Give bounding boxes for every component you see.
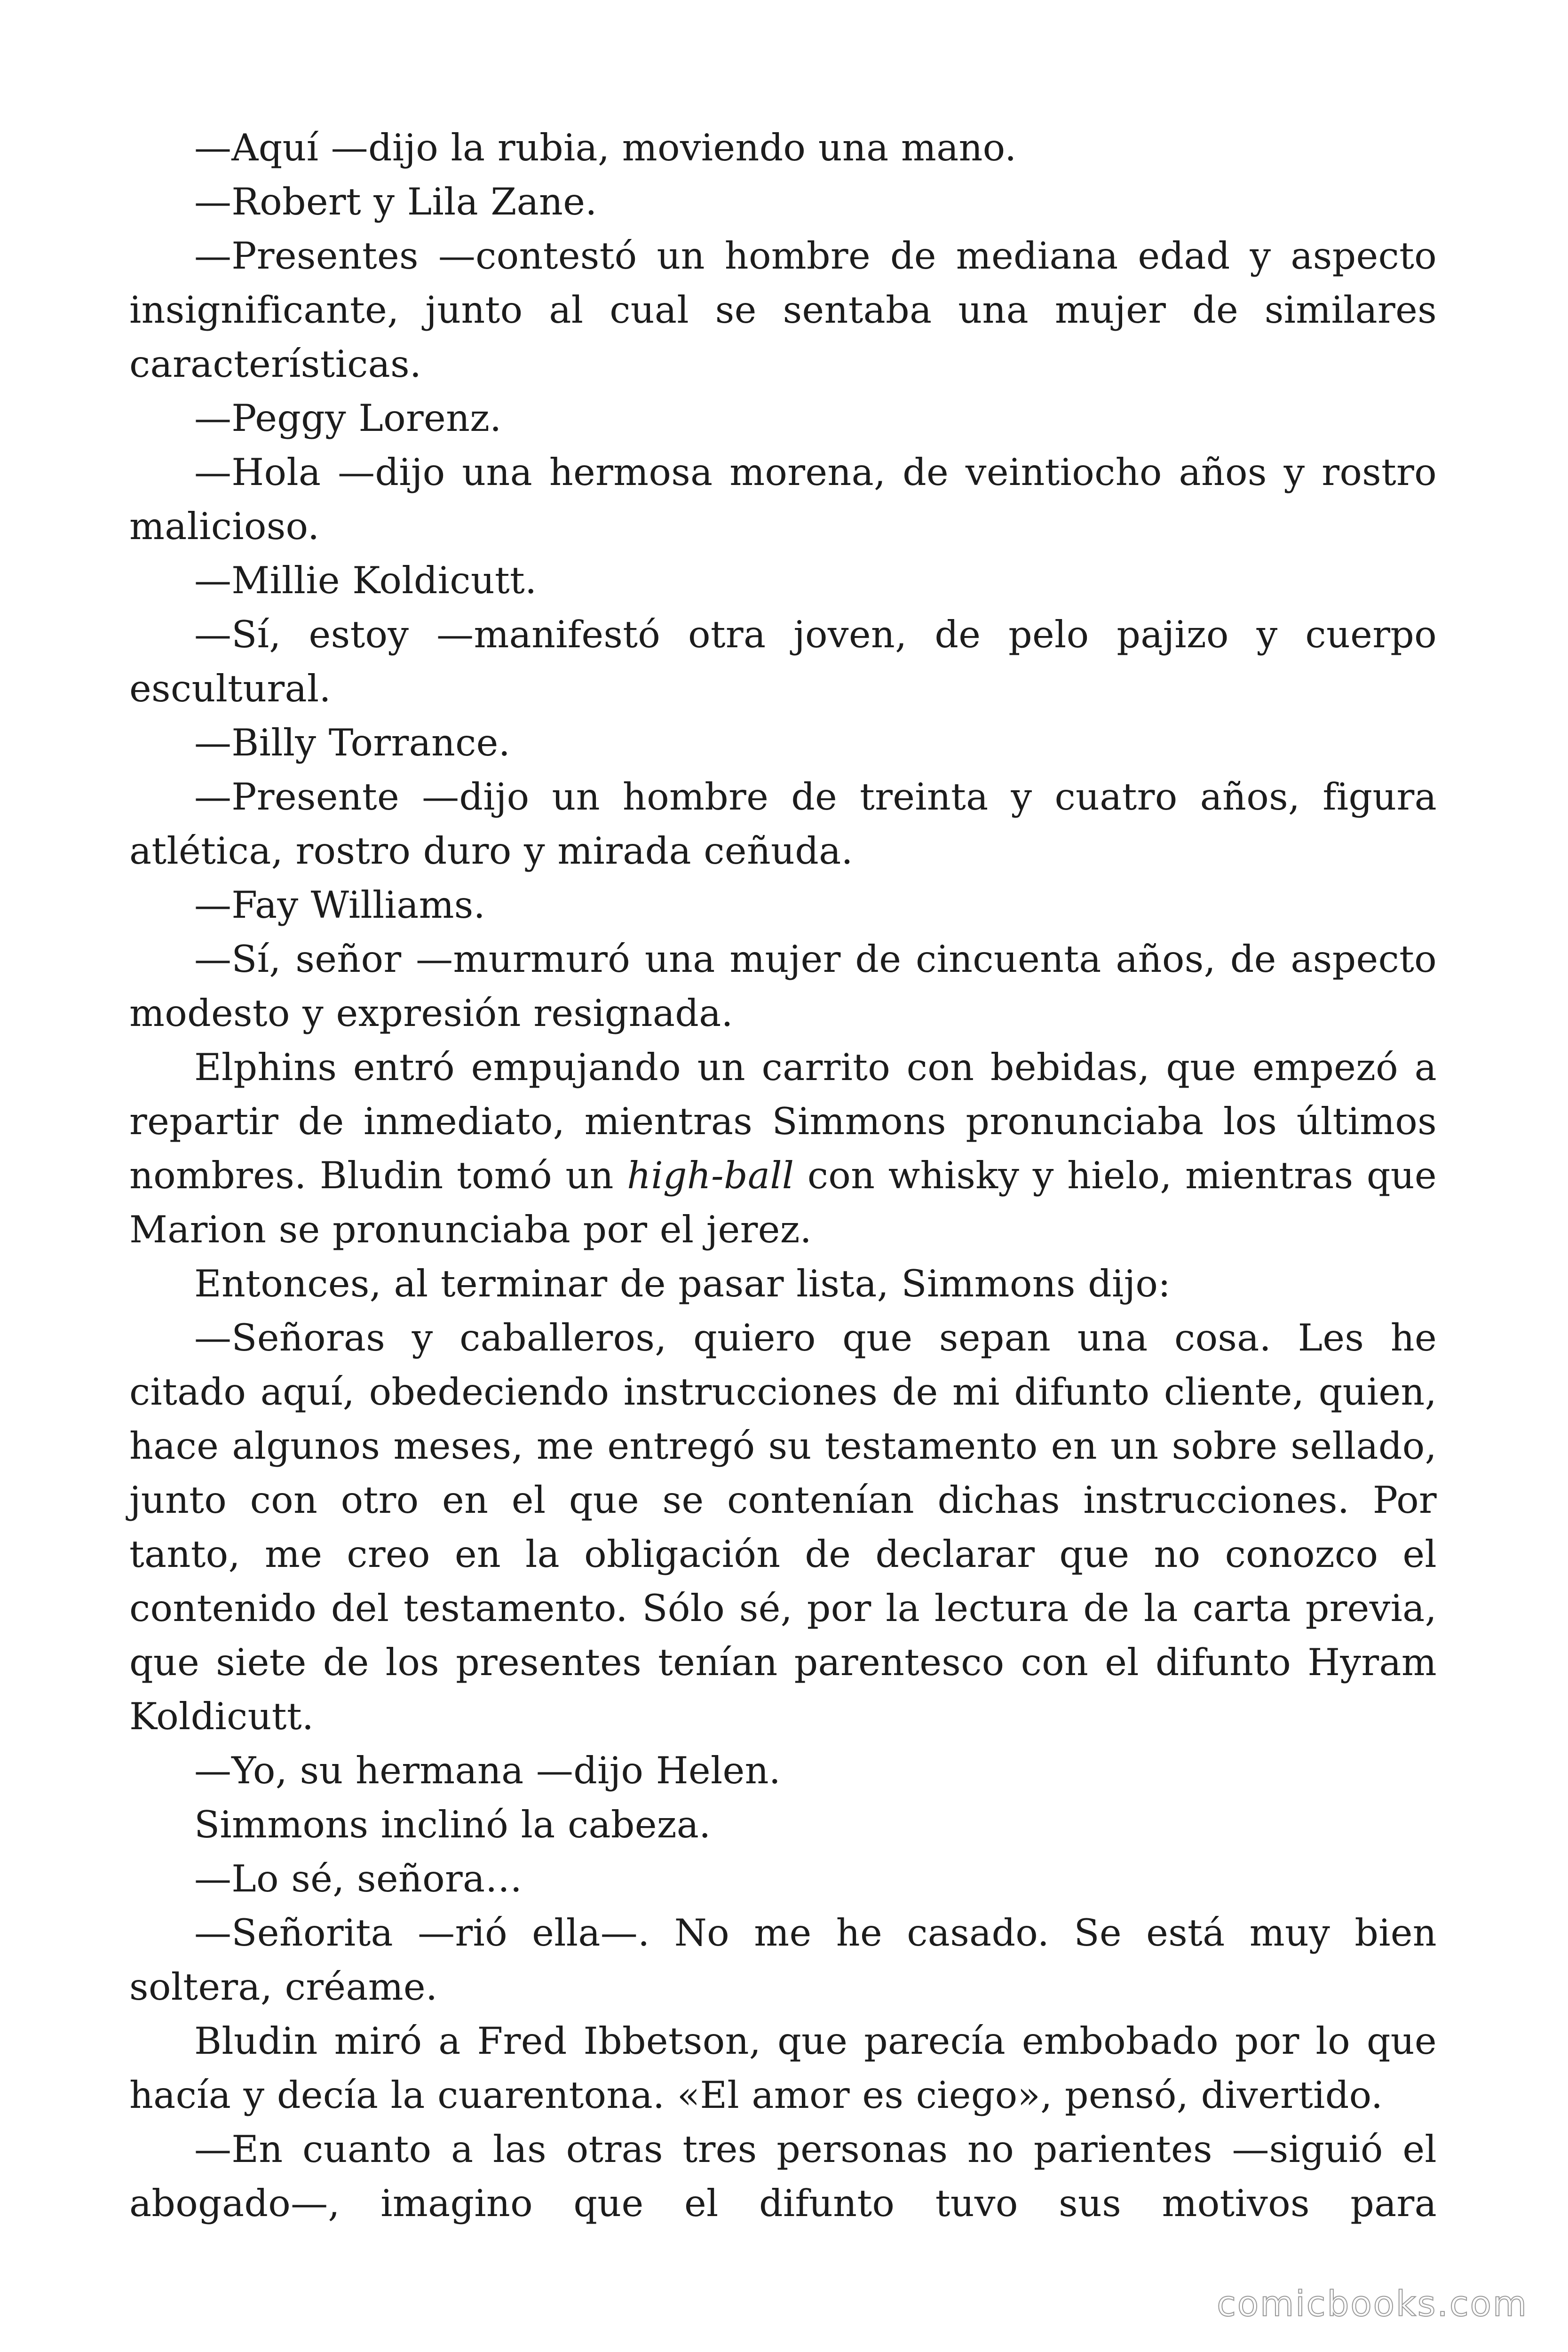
paragraph-4: —Peggy Lorenz. — [194, 397, 502, 440]
paragraph-3: —Presentes —contestó un hombre de mediana edad y aspecto insignificante, junto al cual se sentaba una mujer de similares características. — [129, 234, 1437, 386]
paragraph-9: —Presente —dijo un hombre de treinta y cuatro años, figura atlética, rostro duro y mirada ceñuda. — [129, 775, 1437, 873]
paragraph-10: —Fay Williams. — [194, 883, 486, 927]
body-text — [129, 121, 1437, 2231]
paragraph-11: —Sí, señor —murmuró una mujer de cincuenta años, de aspecto modesto y expresión resignada. — [129, 938, 1437, 1035]
paragraph-7: —Sí, estoy —manifestó otra joven, de pelo pajizo y cuerpo escultural. — [129, 613, 1437, 710]
paragraph-8: —Billy Torrance. — [194, 721, 511, 764]
paragraph-14: —Señoras y caballeros, quiero que sepan una cosa. Les he citado aquí, obedeciendo instrucciones de mi difunto cliente, quien, hace algunos meses, me entregó su testamento en un sobre sellado, junto con otro en el que se contenían dichas instrucciones. Por tanto, me creo en la obligación de declarar que no conozco el contenido del testamento. Sólo sé, por la lectura de la carta previa, que siete de los presentes tenían parentesco con el difunto Hyram Koldicutt. — [129, 1316, 1437, 1738]
paragraph-19: Bludin miró a Fred Ibbetson, que parecía embobado por lo que hacía y decía la cuarentona. «El amor es ciego», pensó, divertido. — [129, 2019, 1437, 2117]
paragraph-5: —Hola —dijo una hermosa morena, de veintiocho años y rostro malicioso. — [129, 451, 1437, 548]
paragraph-1: —Aquí —dijo la rubia, moviendo una mano. — [194, 126, 1017, 169]
paragraph-6: —Millie Koldicutt. — [194, 559, 537, 602]
paragraph-13: Entonces, al terminar de pasar lista, Simmons dijo: — [194, 1262, 1171, 1305]
paragraph-20: —En cuanto a las otras tres personas no parientes —siguió el abogado—, imagino que el difunto tuvo sus motivos para — [129, 2128, 1437, 2225]
paragraph-12-italic: high-ball — [627, 1154, 794, 1197]
paragraph-12-pre: Elphins entró empujando un carrito con bebidas, que empezó a repartir de inmediato, mientras Simmons pronunciaba los últimos nombres. Bludin tomó un — [129, 1046, 1437, 1197]
paragraph-15: —Yo, su hermana —dijo Helen. — [194, 1749, 781, 1792]
watermark-text: comicbooks.com — [1217, 2284, 1528, 2324]
paragraph-12 — [129, 1041, 1437, 1257]
paragraph-16: Simmons inclinó la cabeza. — [194, 1803, 711, 1846]
paragraph-18: —Señorita —rió ella—. No me he casado. Se está muy bien soltera, créame. — [129, 1911, 1437, 2009]
paragraph-2: —Robert y Lila Zane. — [194, 180, 597, 223]
paragraph-12-post: con whisky y hielo, mientras que Marion se pronunciaba por el jerez. — [129, 1154, 1437, 1251]
paragraph-17: —Lo sé, señora… — [194, 1857, 523, 1900]
